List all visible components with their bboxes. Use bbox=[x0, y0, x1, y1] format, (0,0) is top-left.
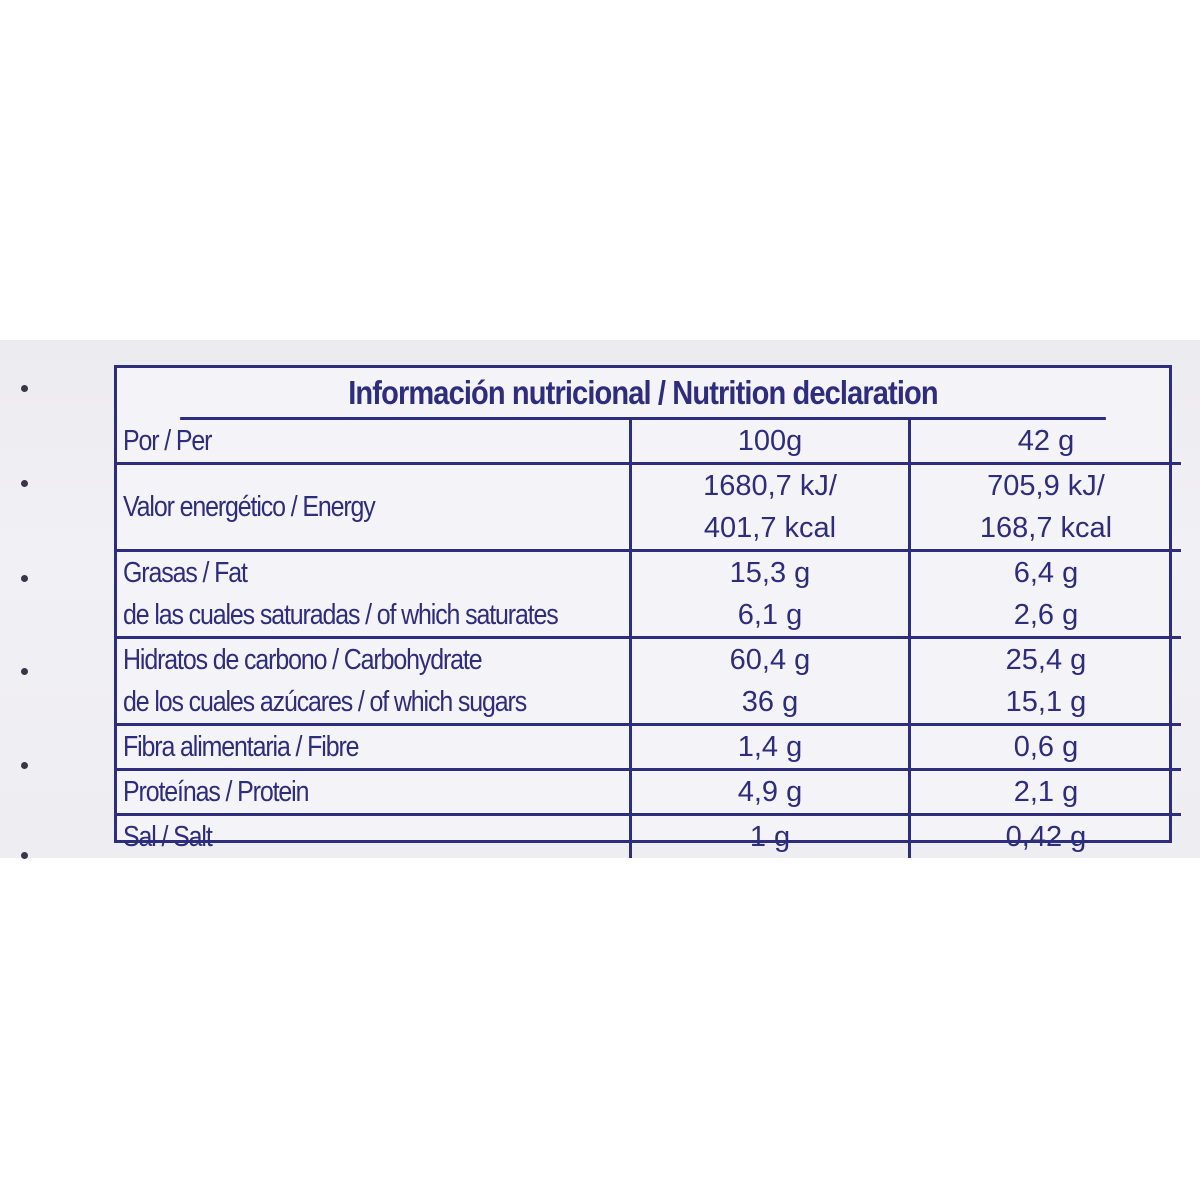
row-value-per-portion: 0,42 g bbox=[910, 815, 1182, 859]
row-value-per-portion: 0,6 g bbox=[910, 725, 1182, 770]
row-value-per-100g: 15,3 g 6,1 g bbox=[631, 551, 910, 638]
row-label: Grasas / Fat de las cuales saturadas / of which saturates bbox=[117, 551, 631, 638]
header-per-label: Por / Per bbox=[117, 420, 631, 464]
nutrition-title: Información nutricional / Nutrition declaration bbox=[180, 368, 1106, 420]
table-row-energy bbox=[117, 464, 1181, 551]
row-label: Hidratos de carbono / Carbohydrate de los cuales azúcares / of which sugars bbox=[117, 638, 631, 725]
nutrition-panel bbox=[114, 365, 1172, 853]
table-row-carbohydrate bbox=[117, 638, 1181, 725]
row-value-per-100g: 60,4 g 36 g bbox=[631, 638, 910, 725]
row-value-per-100g: 1,4 g bbox=[631, 725, 910, 770]
table-row-fat bbox=[117, 551, 1181, 638]
row-value-per-portion: 25,4 g 15,1 g bbox=[910, 638, 1182, 725]
header-per-portion: 42 g bbox=[910, 420, 1182, 464]
perforation-dot bbox=[21, 385, 28, 392]
row-label: Sal / Salt bbox=[117, 815, 631, 859]
table-row-protein bbox=[117, 770, 1181, 815]
perforation-dot bbox=[21, 762, 28, 769]
row-value-per-100g: 1680,7 kJ/ 401,7 kcal bbox=[631, 464, 910, 551]
perforation-dot bbox=[21, 575, 28, 582]
header-per-100g: 100g bbox=[631, 420, 910, 464]
table-row-fibre bbox=[117, 725, 1181, 770]
perforation-dot bbox=[21, 852, 28, 859]
row-label: Valor energético / Energy bbox=[117, 464, 631, 551]
row-value-per-portion: 6,4 g 2,6 g bbox=[910, 551, 1182, 638]
table-header-row bbox=[117, 420, 1181, 464]
row-value-per-100g: 4,9 g bbox=[631, 770, 910, 815]
row-value-per-portion: 2,1 g bbox=[910, 770, 1182, 815]
row-label: Fibra alimentaria / Fibre bbox=[117, 725, 631, 770]
table-row-salt bbox=[117, 815, 1181, 859]
perforation-dot bbox=[21, 480, 28, 487]
nutrition-table bbox=[117, 420, 1181, 858]
row-label: Proteínas / Protein bbox=[117, 770, 631, 815]
perforation-dot bbox=[21, 668, 28, 675]
row-value-per-portion: 705,9 kJ/ 168,7 kcal bbox=[910, 464, 1182, 551]
row-value-per-100g: 1 g bbox=[631, 815, 910, 859]
